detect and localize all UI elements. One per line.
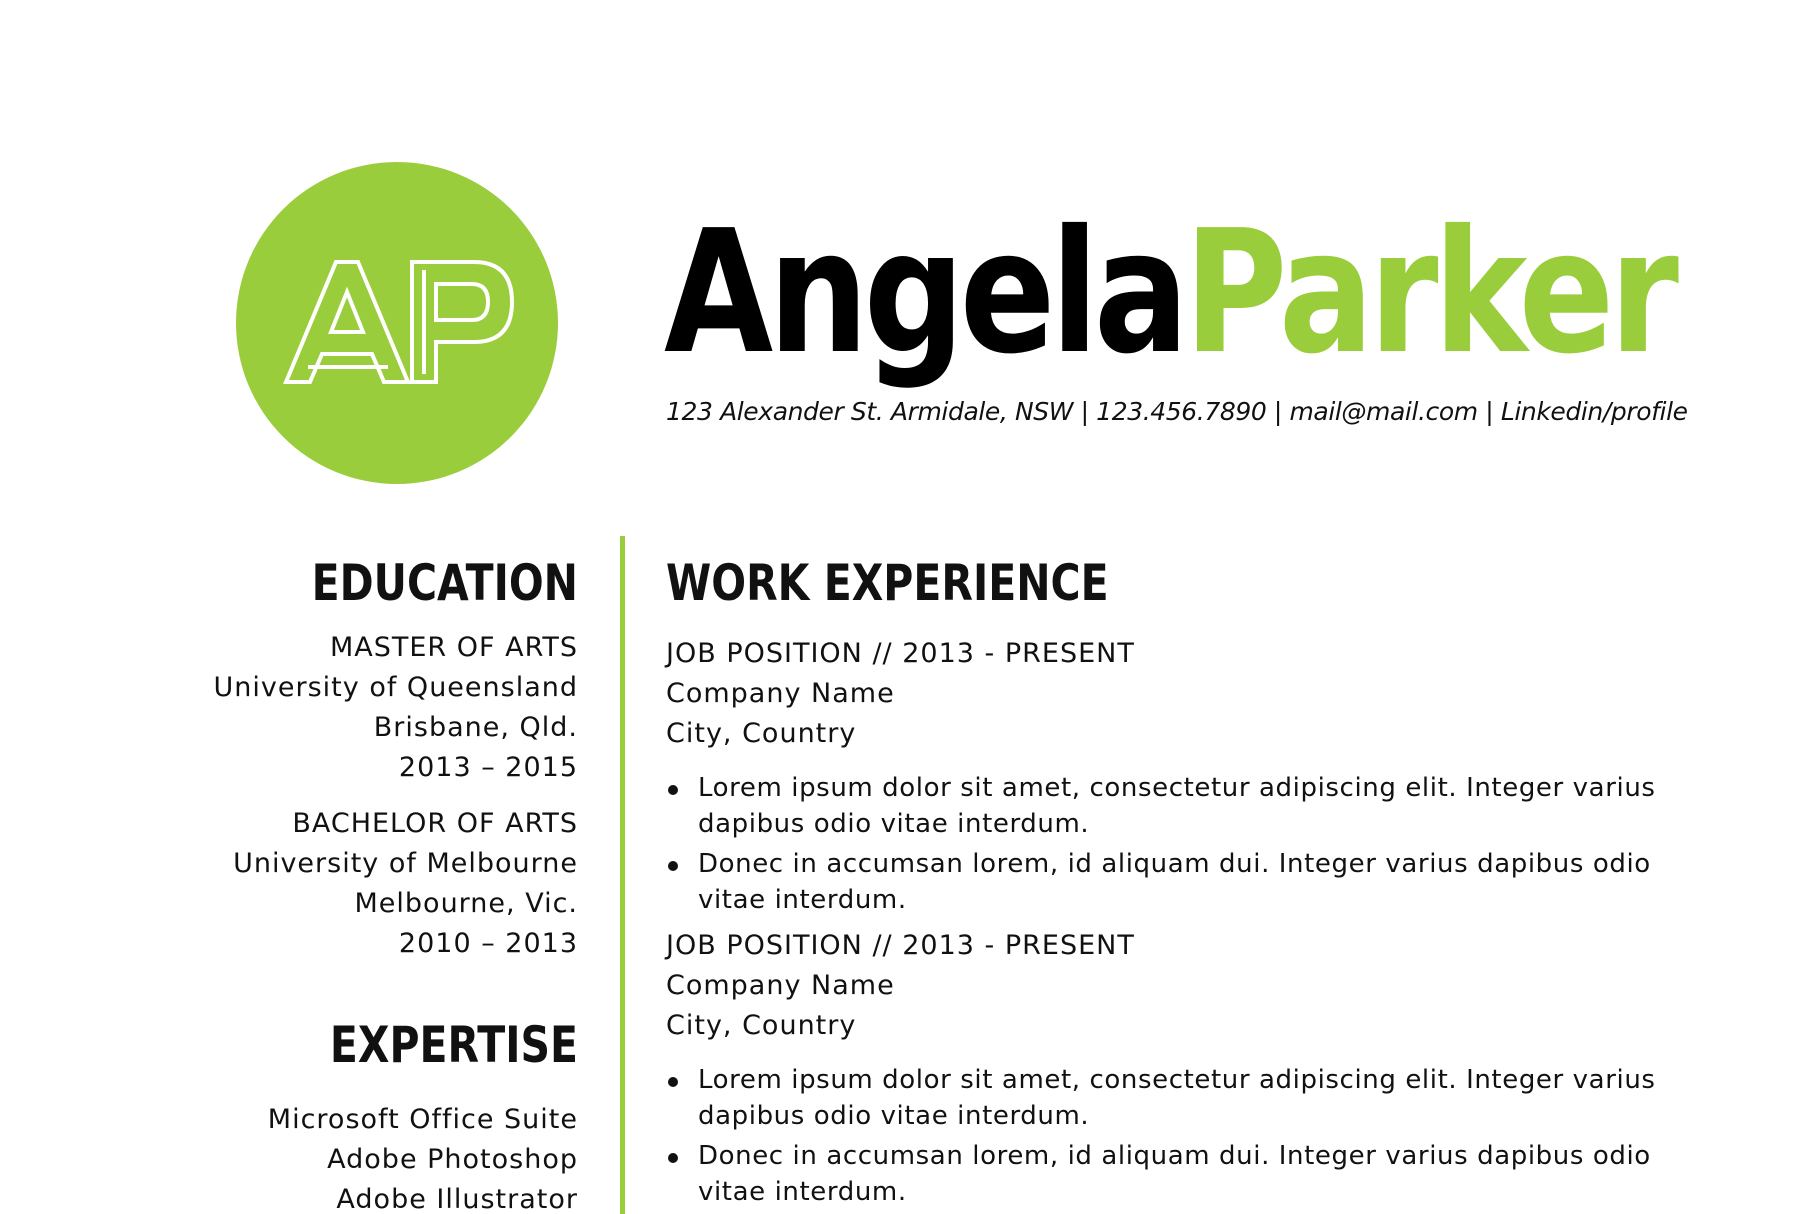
school: University of Melbourne [233,848,578,879]
job-location: City, Country [666,718,857,749]
left-column [158,552,578,1214]
school-location: Brisbane, Qld. [373,712,578,743]
expertise-item: Adobe Illustrator [336,1184,578,1214]
bullet-item: Lorem ipsum dolor sit amet, consectetur adipiscing elit. Integer varius dapibus odio vitae interdum. [666,770,1698,842]
bullet-item: Donec in accumsan lorem, id aliquam dui. Integer varius dapibus odio vitae interdum. [666,1138,1698,1210]
contact-line: 123 Alexander St. Armidale, NSW | 123.456.7890 | mail@mail.com | Linkedin/profile [666,397,1688,426]
expertise-list [158,1100,578,1214]
education-years: 2013 – 2015 [398,752,578,783]
degree: MASTER OF ARTS [329,632,578,663]
degree: BACHELOR OF ARTS [292,808,578,839]
company-name: Company Name [666,678,895,709]
school: University of Queensland [213,672,578,703]
expertise-heading: EXPERTISE [329,1016,578,1074]
education-years: 2010 – 2013 [398,928,578,959]
education-heading: EDUCATION [311,554,578,612]
education-entry [158,804,578,964]
first-name: Angela [664,194,1185,392]
expertise-item: Microsoft Office Suite [267,1104,578,1135]
right-column [666,552,1716,1214]
job-entry [666,926,1716,1210]
job-location: City, Country [666,1010,857,1041]
school-location: Melbourne, Vic. [354,888,578,919]
bullet-item: Donec in accumsan lorem, id aliquam dui. Integer varius dapibus odio vitae interdum. [666,846,1698,918]
monogram-badge [236,162,558,484]
last-name: Parker [1184,194,1674,392]
company-name: Company Name [666,970,895,1001]
full-name [664,194,1674,392]
education-entry [158,628,578,788]
job-list [666,634,1716,1210]
column-divider [620,536,625,1214]
job-bullets [666,1062,1716,1210]
bullet-item: Lorem ipsum dolor sit amet, consectetur adipiscing elit. Integer varius dapibus odio vitae interdum. [666,1062,1698,1134]
expertise-item: Adobe Photoshop [327,1144,578,1175]
job-title: JOB POSITION // 2013 - PRESENT [666,930,1135,961]
job-title: JOB POSITION // 2013 - PRESENT [666,638,1135,669]
monogram-logo-icon [236,162,558,484]
job-entry [666,634,1716,918]
job-bullets [666,770,1716,918]
education-list [158,628,578,964]
work-experience-heading: WORK EXPERIENCE [666,554,1109,612]
